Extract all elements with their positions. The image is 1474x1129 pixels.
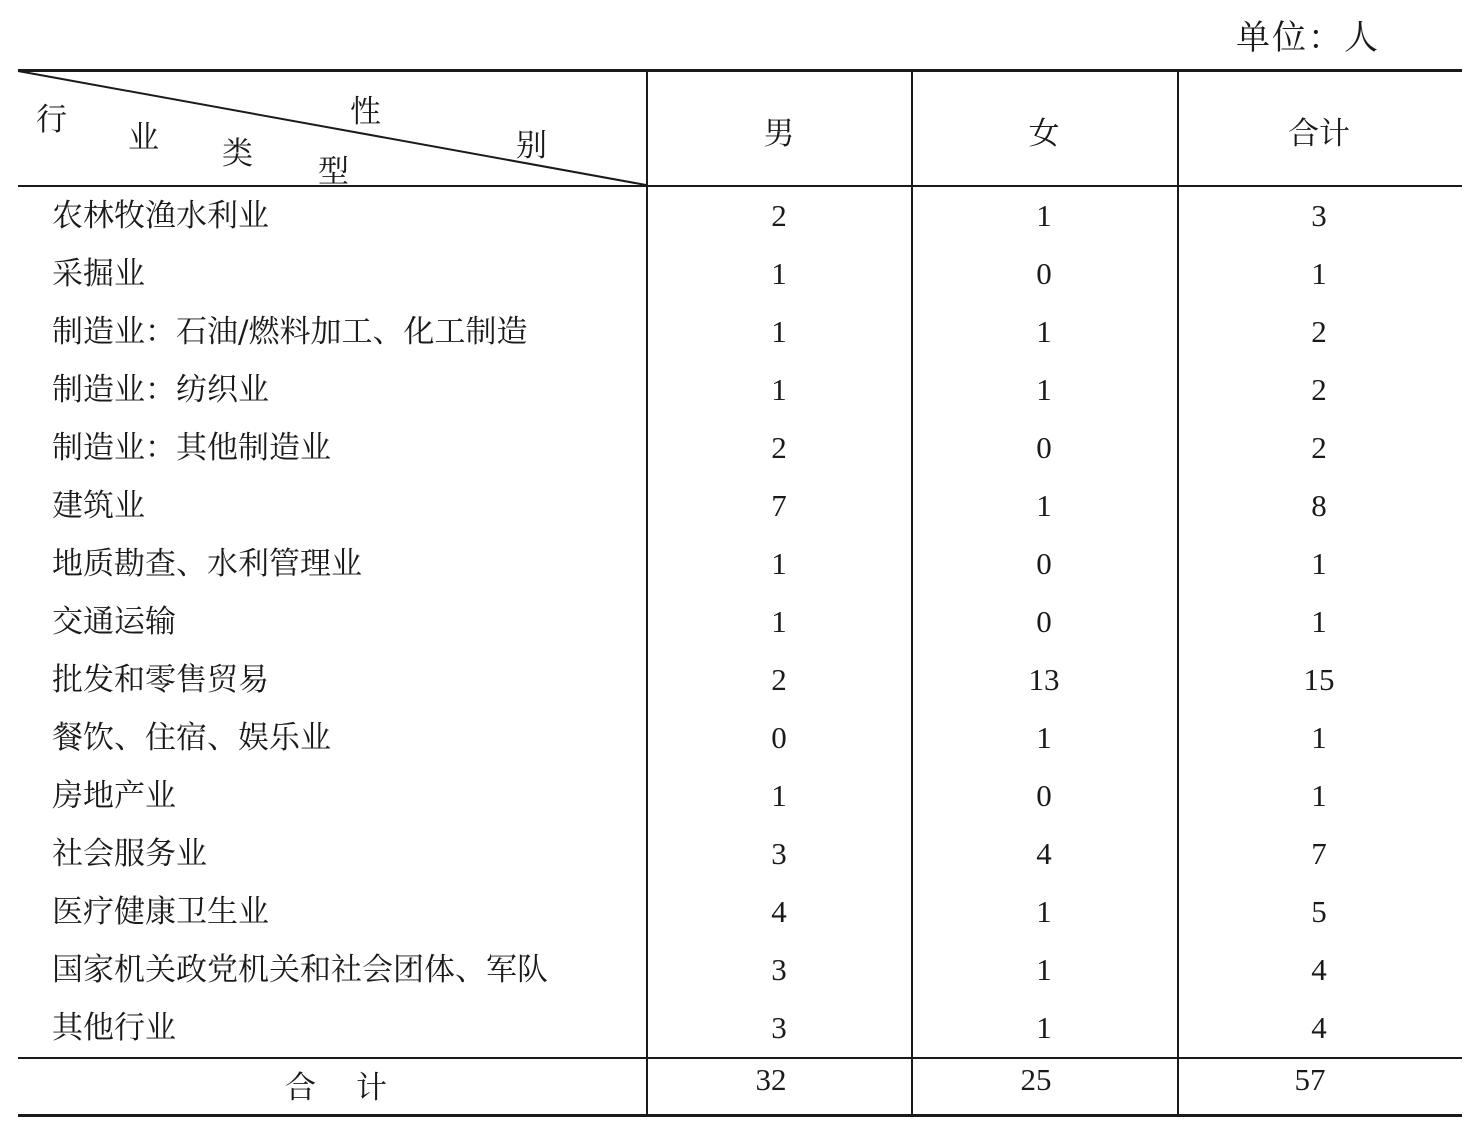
row-male-value: 0 [771,720,787,755]
table-row [0,767,1474,825]
row-male-value: 2 [771,662,787,697]
row-female-value: 1 [1036,952,1052,987]
corner-col-char-1: 性 [350,94,381,130]
row-male-value: 3 [771,952,787,987]
table-row [0,477,1474,535]
row-total-value: 5 [1311,894,1327,929]
row-total-value: 1 [1311,256,1327,291]
row-male-value: 2 [771,198,787,233]
row-male-value: 4 [771,894,787,929]
table-row [0,245,1474,303]
row-female-value: 1 [1036,894,1052,929]
row-category: 制造业：石油/燃料加工、化工制造 [52,314,528,350]
row-total-value: 2 [1311,372,1327,407]
row-total-value: 8 [1311,488,1327,523]
row-total-value: 1 [1311,720,1327,755]
table-bottom-rule [18,1114,1462,1117]
table-row [0,651,1474,709]
row-male-value: 1 [771,372,787,407]
total-label-char-1: 合 [285,1070,316,1106]
row-total-value: 2 [1311,314,1327,349]
row-category: 建筑业 [52,488,145,524]
row-category: 采掘业 [52,256,145,292]
table-row [0,419,1474,477]
table-row [0,187,1474,245]
total-row-female: 25 [1020,1062,1052,1097]
total-row-male: 32 [755,1062,787,1097]
column-header-female: 女 [1028,116,1060,152]
row-category: 批发和零售贸易 [52,662,269,698]
row-category: 房地产业 [52,778,176,814]
total-row-label [285,1062,387,1107]
row-total-value: 2 [1311,430,1327,465]
row-category: 地质勘查、水利管理业 [52,546,362,582]
row-category: 餐饮、住宿、娱乐业 [52,720,331,756]
row-male-value: 3 [771,1010,787,1045]
table-row [0,825,1474,883]
column-header-total: 合计 [1288,116,1350,152]
row-male-value: 7 [771,488,787,523]
row-female-value: 1 [1036,488,1052,523]
table-row [0,535,1474,593]
row-female-value: 1 [1036,314,1052,349]
row-female-value: 0 [1036,546,1052,581]
row-category: 社会服务业 [52,836,207,872]
row-male-value: 1 [771,546,787,581]
row-female-value: 0 [1036,256,1052,291]
table-row [0,883,1474,941]
corner-row-char-3: 类 [222,136,253,172]
table-row [0,593,1474,651]
corner-row-char-4: 型 [318,154,349,190]
row-male-value: 1 [771,604,787,639]
row-female-value: 0 [1036,604,1052,639]
column-header-male: 男 [763,116,795,152]
row-female-value: 1 [1036,372,1052,407]
total-top-rule [18,1057,1462,1059]
row-total-value: 7 [1311,836,1327,871]
corner-row-char-2: 业 [128,120,159,156]
row-total-value: 1 [1311,604,1327,639]
table-row [0,999,1474,1057]
table-row [0,303,1474,361]
row-category: 农林牧渔水利业 [52,198,269,234]
row-category: 其他行业 [52,1010,176,1046]
total-row-total: 57 [1294,1062,1326,1097]
row-female-value: 13 [1028,662,1060,697]
row-category: 制造业：其他制造业 [52,430,331,466]
unit-label: 单位：人 [1236,18,1380,58]
total-label-char-2: 计 [356,1070,387,1106]
corner-col-char-2: 别 [516,128,547,164]
row-female-value: 1 [1036,1010,1052,1045]
row-category: 交通运输 [52,604,176,640]
row-male-value: 1 [771,778,787,813]
row-female-value: 1 [1036,720,1052,755]
corner-row-char-1: 行 [36,102,67,138]
row-category: 国家机关政党机关和社会团体、军队 [52,952,548,988]
row-female-value: 0 [1036,778,1052,813]
table-row [0,941,1474,999]
row-total-value: 3 [1311,198,1327,233]
row-female-value: 0 [1036,430,1052,465]
row-male-value: 1 [771,314,787,349]
row-total-value: 4 [1311,1010,1327,1045]
table-row [0,361,1474,419]
table-row [0,709,1474,767]
row-male-value: 2 [771,430,787,465]
row-male-value: 3 [771,836,787,871]
row-total-value: 15 [1303,662,1335,697]
row-male-value: 1 [771,256,787,291]
row-total-value: 4 [1311,952,1327,987]
row-total-value: 1 [1311,778,1327,813]
row-category: 医疗健康卫生业 [52,894,269,930]
row-female-value: 1 [1036,198,1052,233]
row-total-value: 1 [1311,546,1327,581]
row-female-value: 4 [1036,836,1052,871]
row-category: 制造业：纺织业 [52,372,269,408]
